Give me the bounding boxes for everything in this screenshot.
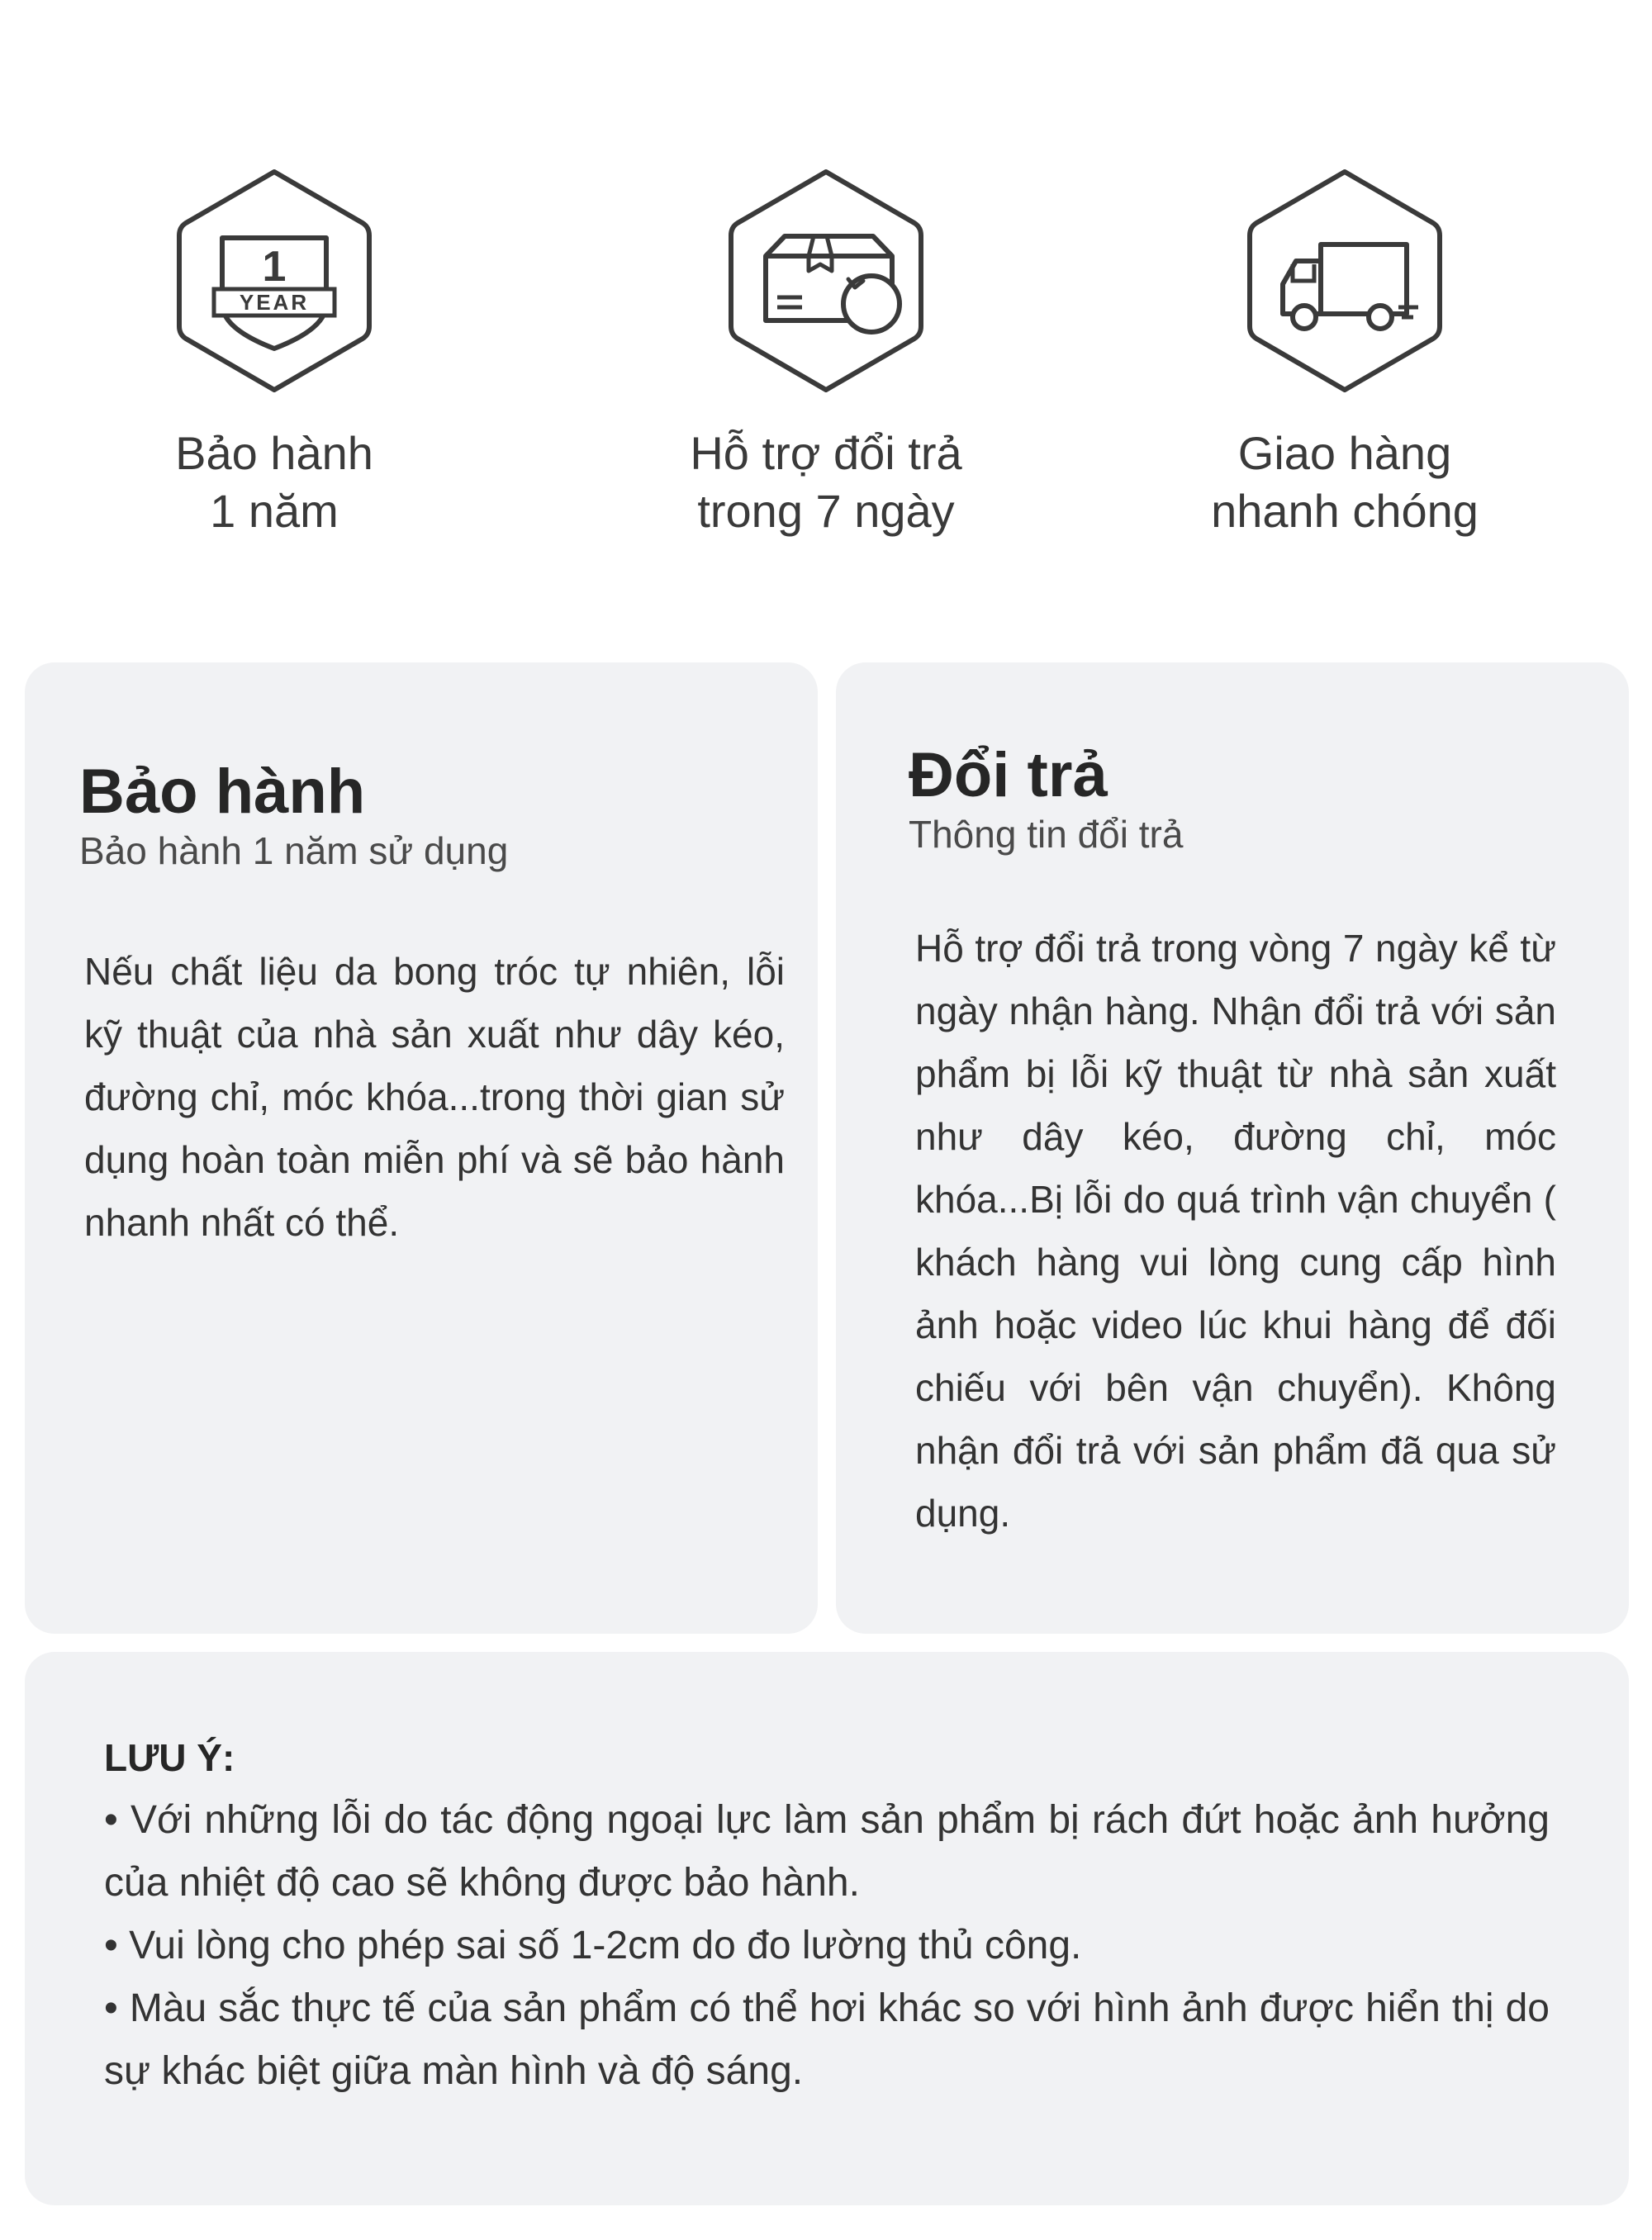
feature-warranty xyxy=(84,165,464,540)
returns-subtitle: Thông tin đổi trả xyxy=(909,813,1184,856)
warranty-title: Bảo hành xyxy=(79,757,366,827)
warranty-badge-number: 1 xyxy=(262,243,287,291)
feature-delivery-line1: Giao hàng xyxy=(1237,427,1452,479)
feature-returns-label xyxy=(636,425,1016,540)
warranty-subtitle: Bảo hành 1 năm sử dụng xyxy=(79,829,509,872)
feature-delivery-label xyxy=(1155,425,1535,540)
warranty-body: Nếu chất liệu da bong tróc tự nhiên, lỗi kỹ thuật của nhà sản xuất như dây kéo, đường chỉ, móc khóa...trong thời gian sử dụng hoàn toàn miễn phí và sẽ bảo hành nhanh nhất có thể. xyxy=(84,950,785,1244)
warranty-badge-text: YEAR xyxy=(239,290,310,315)
feature-returns-line2: trong 7 ngày xyxy=(697,485,955,537)
note-item: • Vui lòng cho phép sai số 1-2cm do đo lường thủ công. xyxy=(104,1924,1082,1967)
feature-returns-line1: Hỗ trợ đổi trả xyxy=(690,427,962,479)
warranty-card xyxy=(25,662,818,1634)
feature-returns xyxy=(636,165,1016,540)
feature-delivery-line2: nhanh chóng xyxy=(1211,485,1479,537)
warranty-shield-icon xyxy=(171,165,377,396)
feature-warranty-label xyxy=(84,425,464,540)
returns-body: Hỗ trợ đổi trả trong vòng 7 ngày kể từ ngày nhận hàng. Nhận đổi trả với sản phẩm bị lỗi kỹ thuật từ nhà sản xuất như dây kéo, đường chỉ, móc khóa...Bị lỗi do quá trình vận chuyển ( khách hàng vui lòng cung cấp hình ảnh hoặc video lúc khui hàng để đối chiếu với bên vận chuyển). Không nhận đổi trả với sản phẩm đã qua sử dụng. xyxy=(915,927,1556,1535)
returns-title: Đổi trả xyxy=(909,740,1108,810)
feature-delivery xyxy=(1155,165,1535,540)
note-list xyxy=(104,1789,1550,2103)
note-item: • Với những lỗi do tác động ngoại lực làm sản phẩm bị rách đứt hoặc ảnh hưởng của nhiệt độ cao sẽ không được bảo hành. xyxy=(104,1798,1550,1905)
feature-warranty-line2: 1 năm xyxy=(210,485,339,537)
feature-warranty-line1: Bảo hành xyxy=(175,427,373,479)
returns-card xyxy=(836,662,1629,1634)
note-title: LƯU Ý: xyxy=(104,1736,235,1779)
delivery-truck-icon xyxy=(1241,165,1448,396)
note-item: • Màu sắc thực tế của sản phẩm có thể hơi khác so với hình ảnh được hiển thị do sự khác biệt giữa màn hình và độ sáng. xyxy=(104,1986,1550,2093)
box-return-icon xyxy=(723,165,929,396)
